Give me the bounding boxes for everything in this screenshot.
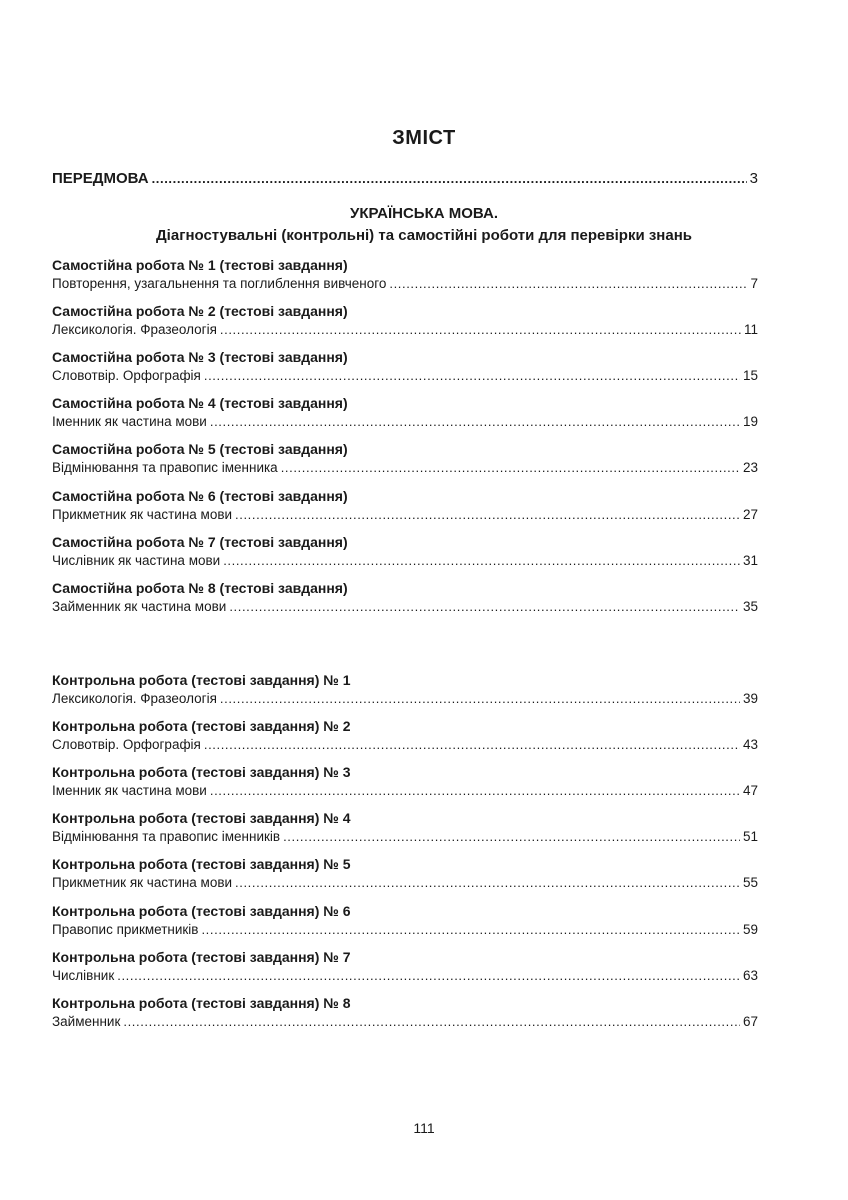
toc-entry-page: 63 xyxy=(742,968,758,983)
toc-entry-topic: Словотвір. Орфографія xyxy=(52,737,201,752)
toc-entry-topic: Відмінювання та правопис іменників xyxy=(52,829,281,844)
toc-entry-heading: Контрольна робота (тестові завдання) № 2 xyxy=(52,718,351,734)
dot-leader xyxy=(235,505,740,524)
toc-entry-page: 19 xyxy=(742,414,758,429)
toc-entry-heading: Самостійна робота № 2 (тестові завдання) xyxy=(52,303,348,319)
toc-intro-label: ПЕРЕДМОВА xyxy=(52,170,149,187)
section-heading-line1: УКРАЇНСЬКА МОВА. xyxy=(350,205,498,222)
dot-leader xyxy=(229,597,740,616)
dot-leader xyxy=(123,1012,740,1031)
dot-leader xyxy=(220,320,741,339)
toc-entry-topic: Відмінювання та правопис іменника xyxy=(52,460,278,475)
toc-entry-page: 67 xyxy=(742,1014,758,1029)
toc-entry-page: 51 xyxy=(742,829,758,844)
toc-entry-topic: Лексикологія. Фразеологія xyxy=(52,691,217,706)
page-number: 111 xyxy=(413,1120,435,1136)
toc-entry-heading: Контрольна робота (тестові завдання) № 7 xyxy=(52,949,351,965)
toc-entry[interactable] xyxy=(52,763,758,800)
toc-entry-topic: Словотвір. Орфографія xyxy=(52,368,201,383)
toc-entry-heading: Самостійна робота № 1 (тестові завдання) xyxy=(52,257,348,273)
toc-entry[interactable] xyxy=(52,994,758,1031)
toc-entry-page: 55 xyxy=(742,875,758,890)
dot-leader xyxy=(204,366,740,385)
toc-entry-heading: Самостійна робота № 4 (тестові завдання) xyxy=(52,395,348,411)
toc-entry-heading: Контрольна робота (тестові завдання) № 4 xyxy=(52,810,351,826)
toc-intro-row[interactable] xyxy=(52,170,758,187)
toc-entry-heading: Контрольна робота (тестові завдання) № 1 xyxy=(52,672,351,688)
dot-leader xyxy=(210,781,740,800)
toc-entry-topic: Прикметник як частина мови xyxy=(52,875,233,890)
toc-entry[interactable] xyxy=(52,717,758,754)
toc-entry[interactable] xyxy=(52,948,758,985)
toc-entry-heading: Самостійна робота № 3 (тестові завдання) xyxy=(52,349,348,365)
dot-leader xyxy=(204,735,740,754)
toc-entry-topic: Займенник xyxy=(52,1014,121,1029)
toc-entry[interactable] xyxy=(52,855,758,892)
toc-entry[interactable] xyxy=(52,579,758,616)
dot-leader xyxy=(281,458,740,477)
section-heading-line2: Діагностувальні (контрольні) та самостійні роботи для перевірки знань xyxy=(156,227,692,244)
toc-entry-topic: Числівник xyxy=(52,968,115,983)
dot-leader xyxy=(201,920,740,939)
toc-entry-page: 11 xyxy=(743,322,758,337)
toc-entry[interactable] xyxy=(52,902,758,939)
toc-entry-topic: Повторення, узагальнення та поглиблення вивченого xyxy=(52,276,387,291)
toc-entry-page: 15 xyxy=(742,368,758,383)
toc-intro-page: 3 xyxy=(749,170,758,187)
toc-entry-heading: Контрольна робота (тестові завдання) № 8 xyxy=(52,995,351,1011)
toc-entry-heading: Контрольна робота (тестові завдання) № 3 xyxy=(52,764,351,780)
toc-entry-heading: Самостійна робота № 5 (тестові завдання) xyxy=(52,441,348,457)
toc-entry[interactable] xyxy=(52,671,758,708)
toc-entry-topic: Іменник як частина мови xyxy=(52,783,207,798)
toc-entry-page: 31 xyxy=(742,553,758,568)
toc-entry[interactable] xyxy=(52,440,758,477)
toc-entry-page: 23 xyxy=(742,460,758,475)
toc-entry-page: 39 xyxy=(742,691,758,706)
toc-entry-topic: Займенник як частина мови xyxy=(52,599,227,614)
dot-leader xyxy=(223,551,740,570)
toc-entry[interactable] xyxy=(52,533,758,570)
toc-entry-topic: Числівник як частина мови xyxy=(52,553,221,568)
toc-entry[interactable] xyxy=(52,809,758,846)
toc-entry-page: 59 xyxy=(742,922,758,937)
toc-entry[interactable] xyxy=(52,394,758,431)
toc-entry-topic: Іменник як частина мови xyxy=(52,414,207,429)
toc-entry-heading: Самостійна робота № 7 (тестові завдання) xyxy=(52,534,348,550)
section-heading xyxy=(0,203,848,247)
toc-entry-heading: Контрольна робота (тестові завдання) № 6 xyxy=(52,903,351,919)
toc-entry-heading: Самостійна робота № 8 (тестові завдання) xyxy=(52,580,348,596)
toc-entry-heading: Контрольна робота (тестові завдання) № 5 xyxy=(52,856,351,872)
page-title: ЗМІСТ xyxy=(392,127,456,149)
toc-entry-page: 27 xyxy=(742,507,758,522)
toc-entry-heading: Самостійна робота № 6 (тестові завдання) xyxy=(52,488,348,504)
dot-leader xyxy=(117,966,740,985)
toc-entry-page: 47 xyxy=(742,783,758,798)
dot-leader xyxy=(210,412,740,431)
dot-leader xyxy=(283,827,740,846)
toc-entry[interactable] xyxy=(52,487,758,524)
toc-entry-topic: Лексикологія. Фразеологія xyxy=(52,322,217,337)
toc-entry-topic: Правопис прикметників xyxy=(52,922,199,937)
dot-leader xyxy=(235,873,740,892)
toc-entry-topic: Прикметник як частина мови xyxy=(52,507,233,522)
toc-entry[interactable] xyxy=(52,256,758,293)
toc-entry-page: 7 xyxy=(750,276,758,291)
toc-entry-page: 43 xyxy=(742,737,758,752)
dot-leader xyxy=(220,689,740,708)
toc-entry[interactable] xyxy=(52,348,758,385)
toc-entry-page: 35 xyxy=(742,599,758,614)
dot-leader xyxy=(389,274,747,293)
toc-entry[interactable] xyxy=(52,302,758,339)
dot-leader xyxy=(152,171,747,186)
